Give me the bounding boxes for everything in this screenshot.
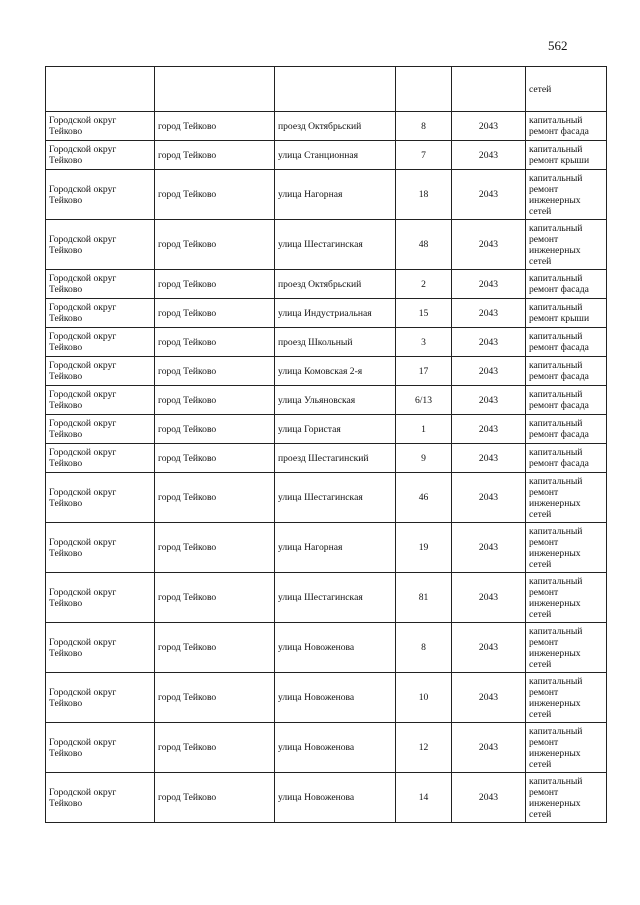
cell-work: капитальный ремонт инженерных сетей [526, 623, 607, 673]
cell-house: 18 [396, 170, 452, 220]
cell-street: улица Комовская 2-я [275, 357, 396, 386]
cell-year: 2043 [452, 723, 526, 773]
cell-city: город Тейково [155, 112, 275, 141]
cell-year: 2043 [452, 523, 526, 573]
page-number: 562 [548, 38, 568, 53]
cell-street: улица Гористая [275, 415, 396, 444]
cell-street: улица Шестагинская [275, 220, 396, 270]
cell-year: 2043 [452, 170, 526, 220]
table-row [46, 623, 607, 673]
cell-municipality [46, 67, 155, 112]
cell-city: город Тейково [155, 141, 275, 170]
cell-year: 2043 [452, 573, 526, 623]
cell-street: улица Шестагинская [275, 573, 396, 623]
table-row [46, 170, 607, 220]
cell-street: проезд Школьный [275, 328, 396, 357]
table-row [46, 112, 607, 141]
cell-municipality: Городской округ Тейково [46, 112, 155, 141]
cell-municipality: Городской округ Тейково [46, 141, 155, 170]
cell-city: город Тейково [155, 357, 275, 386]
cell-house: 1 [396, 415, 452, 444]
cell-house: 2 [396, 270, 452, 299]
cell-street: улица Индустриальная [275, 299, 396, 328]
cell-city: город Тейково [155, 444, 275, 473]
cell-work: капитальный ремонт инженерных сетей [526, 473, 607, 523]
cell-street: улица Нагорная [275, 523, 396, 573]
cell-house: 8 [396, 623, 452, 673]
cell-street: проезд Шестагинский [275, 444, 396, 473]
cell-year [452, 67, 526, 112]
cell-municipality: Городской округ Тейково [46, 386, 155, 415]
cell-house: 9 [396, 444, 452, 473]
table-body [46, 67, 607, 823]
cell-work: капитальный ремонт крыши [526, 299, 607, 328]
cell-year: 2043 [452, 270, 526, 299]
cell-street: улица Нагорная [275, 170, 396, 220]
cell-house: 3 [396, 328, 452, 357]
cell-city: город Тейково [155, 270, 275, 299]
cell-street: проезд Октябрьский [275, 112, 396, 141]
cell-work: капитальный ремонт инженерных сетей [526, 220, 607, 270]
cell-street: проезд Октябрьский [275, 270, 396, 299]
cell-city: город Тейково [155, 386, 275, 415]
cell-year: 2043 [452, 473, 526, 523]
cell-year: 2043 [452, 299, 526, 328]
cell-municipality: Городской округ Тейково [46, 270, 155, 299]
cell-work: капитальный ремонт инженерных сетей [526, 673, 607, 723]
cell-municipality: Городской округ Тейково [46, 444, 155, 473]
cell-city: город Тейково [155, 415, 275, 444]
cell-house [396, 67, 452, 112]
cell-municipality: Городской округ Тейково [46, 723, 155, 773]
cell-work: капитальный ремонт крыши [526, 141, 607, 170]
cell-house: 17 [396, 357, 452, 386]
table-row-continued [46, 67, 607, 112]
cell-municipality: Городской округ Тейково [46, 220, 155, 270]
cell-municipality: Городской округ Тейково [46, 773, 155, 823]
cell-municipality: Городской округ Тейково [46, 623, 155, 673]
cell-city: город Тейково [155, 220, 275, 270]
cell-work: капитальный ремонт фасада [526, 415, 607, 444]
cell-year: 2043 [452, 623, 526, 673]
table-row [46, 573, 607, 623]
cell-municipality: Городской округ Тейково [46, 523, 155, 573]
cell-year: 2043 [452, 112, 526, 141]
cell-city: город Тейково [155, 170, 275, 220]
table-row [46, 415, 607, 444]
cell-city: город Тейково [155, 328, 275, 357]
table-row [46, 723, 607, 773]
cell-house: 6/13 [396, 386, 452, 415]
cell-work: капитальный ремонт фасада [526, 112, 607, 141]
table-row [46, 328, 607, 357]
cell-city: город Тейково [155, 573, 275, 623]
cell-city: город Тейково [155, 773, 275, 823]
table-row [46, 523, 607, 573]
cell-street: улица Станционная [275, 141, 396, 170]
cell-work: капитальный ремонт инженерных сетей [526, 723, 607, 773]
table-row [46, 473, 607, 523]
cell-work: капитальный ремонт фасада [526, 386, 607, 415]
cell-street: улица Ульяновская [275, 386, 396, 415]
table-row [46, 773, 607, 823]
cell-street: улица Новоженова [275, 673, 396, 723]
cell-municipality: Городской округ Тейково [46, 299, 155, 328]
cell-house: 7 [396, 141, 452, 170]
cell-municipality: Городской округ Тейково [46, 573, 155, 623]
table-row [46, 270, 607, 299]
cell-work: капитальный ремонт фасада [526, 444, 607, 473]
cell-work: капитальный ремонт инженерных сетей [526, 773, 607, 823]
cell-street: улица Новоженова [275, 723, 396, 773]
cell-street [275, 67, 396, 112]
cell-municipality: Городской округ Тейково [46, 473, 155, 523]
cell-year: 2043 [452, 415, 526, 444]
cell-year: 2043 [452, 673, 526, 723]
cell-work: капитальный ремонт фасада [526, 270, 607, 299]
cell-city: город Тейково [155, 673, 275, 723]
cell-work: капитальный ремонт фасада [526, 328, 607, 357]
cell-house: 14 [396, 773, 452, 823]
table-row [46, 299, 607, 328]
cell-city: город Тейково [155, 723, 275, 773]
cell-year: 2043 [452, 386, 526, 415]
repair-schedule-table [45, 66, 607, 823]
cell-house: 15 [396, 299, 452, 328]
cell-work: сетей [526, 67, 607, 112]
cell-house: 48 [396, 220, 452, 270]
cell-house: 12 [396, 723, 452, 773]
cell-work: капитальный ремонт инженерных сетей [526, 523, 607, 573]
cell-year: 2043 [452, 141, 526, 170]
cell-year: 2043 [452, 444, 526, 473]
cell-municipality: Городской округ Тейково [46, 673, 155, 723]
cell-house: 8 [396, 112, 452, 141]
table-row [46, 673, 607, 723]
cell-city [155, 67, 275, 112]
cell-city: город Тейково [155, 299, 275, 328]
cell-city: город Тейково [155, 523, 275, 573]
cell-city: город Тейково [155, 623, 275, 673]
cell-year: 2043 [452, 328, 526, 357]
cell-municipality: Городской округ Тейково [46, 170, 155, 220]
cell-house: 46 [396, 473, 452, 523]
cell-municipality: Городской округ Тейково [46, 415, 155, 444]
table-row [46, 220, 607, 270]
table-row [46, 444, 607, 473]
cell-house: 19 [396, 523, 452, 573]
cell-municipality: Городской округ Тейково [46, 357, 155, 386]
cell-year: 2043 [452, 220, 526, 270]
cell-municipality: Городской округ Тейково [46, 328, 155, 357]
cell-house: 81 [396, 573, 452, 623]
cell-work: капитальный ремонт фасада [526, 357, 607, 386]
cell-city: город Тейково [155, 473, 275, 523]
cell-year: 2043 [452, 357, 526, 386]
cell-house: 10 [396, 673, 452, 723]
cell-street: улица Новоженова [275, 773, 396, 823]
table-row [46, 386, 607, 415]
table-row [46, 141, 607, 170]
table-row [46, 357, 607, 386]
cell-street: улица Шестагинская [275, 473, 396, 523]
cell-work: капитальный ремонт инженерных сетей [526, 573, 607, 623]
cell-work: капитальный ремонт инженерных сетей [526, 170, 607, 220]
cell-year: 2043 [452, 773, 526, 823]
cell-street: улица Новоженова [275, 623, 396, 673]
